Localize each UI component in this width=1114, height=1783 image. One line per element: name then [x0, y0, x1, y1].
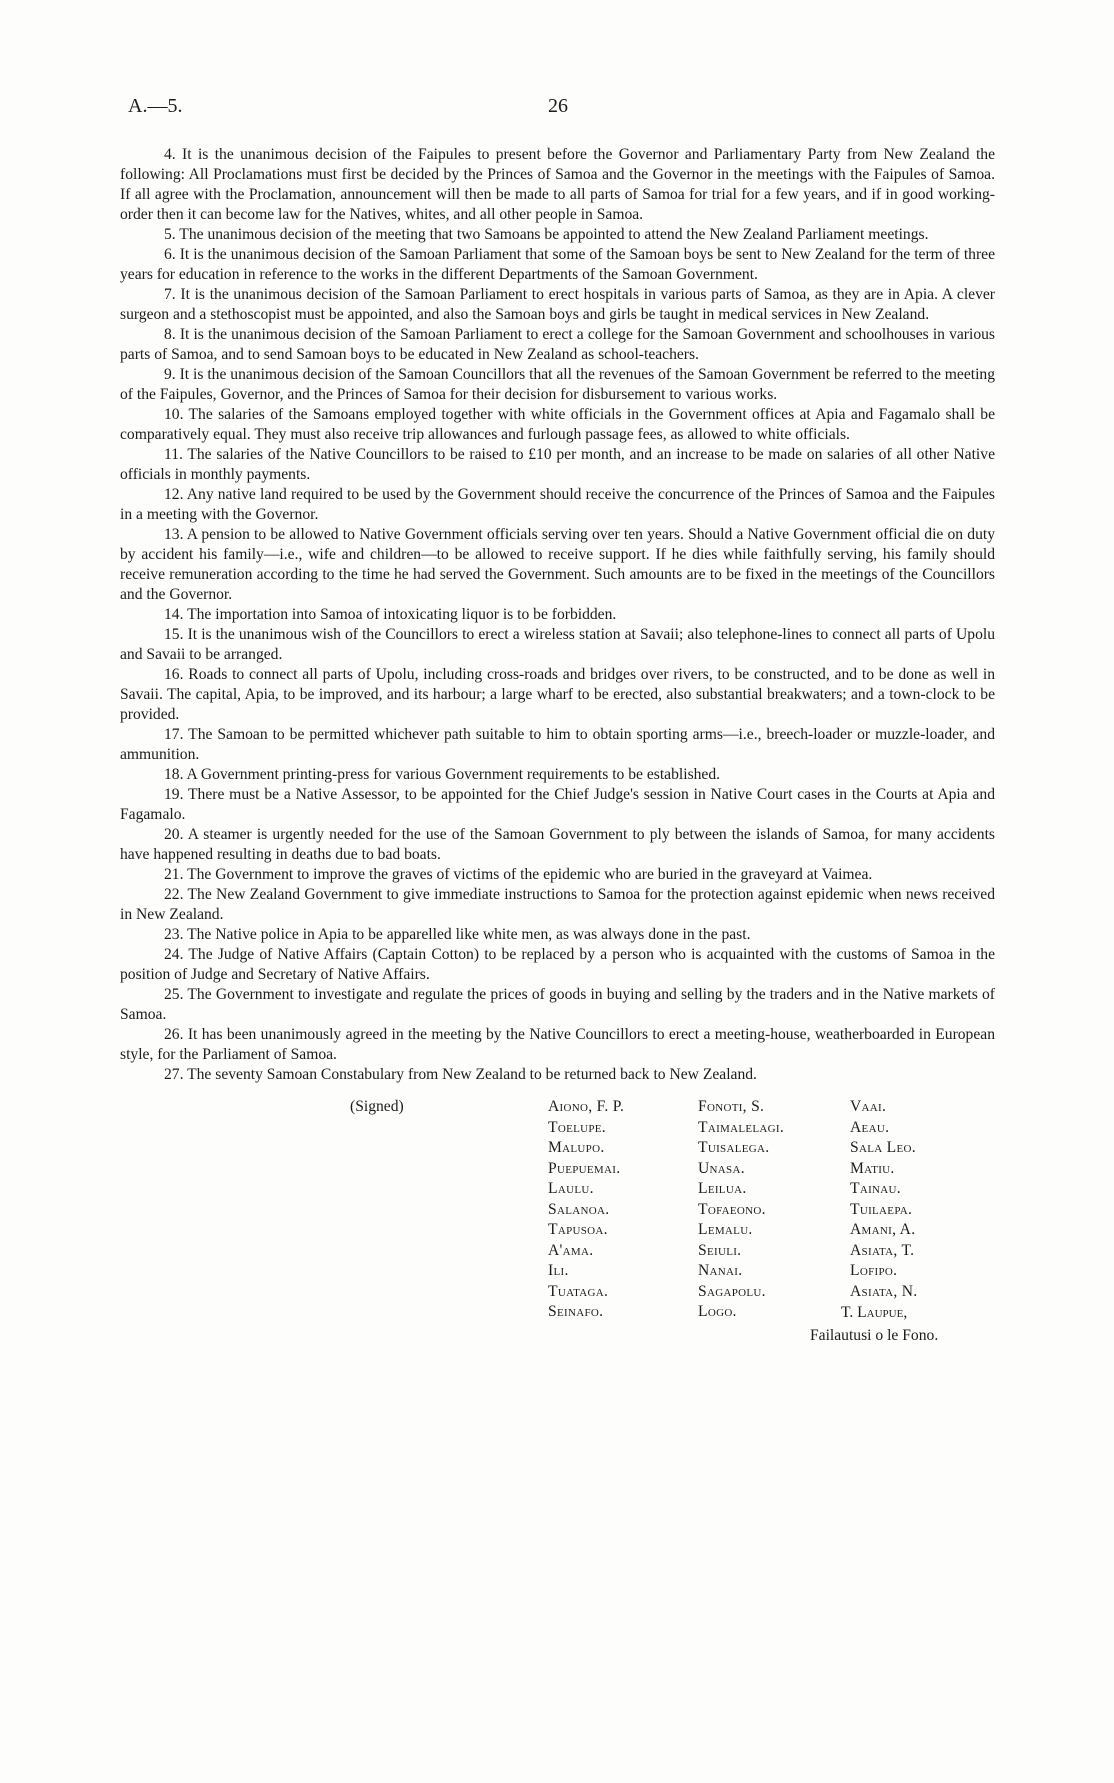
resolution-paragraph: 22. The New Zealand Government to give immediate instructions to Samoa for the protection against epidemic when news received in New Zealand. — [120, 886, 995, 923]
resolution-paragraph: 4. It is the unanimous decision of the Faipules to present before the Governor and Parliamentary Party from New Zealand the following: All Proclamations must first be decided by the Princes of Samoa and the Governor in the meetings with the Faipules of Samoa. If all agree with the Proclamation, announcement will then be made to all parts of Samoa for trial for a few years, and if in good working-order then it can become law for the Natives, whites, and all other people in Samoa. — [120, 146, 995, 223]
signatory-name: Leilua. — [698, 1180, 747, 1197]
resolution-paragraph: 25. The Government to investigate and regulate the prices of goods in buying and selling by the traders and in the Native markets of Samoa. — [120, 986, 995, 1023]
resolutions-list — [120, 145, 995, 1085]
resolution-paragraph: 23. The Native police in Apia to be apparelled like white men, as was always done in the past. — [164, 926, 751, 943]
signatory-name: Unasa. — [698, 1159, 745, 1177]
resolution-paragraph: 18. A Government printing-press for various Government requirements to be established. — [164, 766, 721, 783]
signatory-name: Tuilaepa. — [850, 1200, 913, 1218]
signatory-name: Toelupe. — [548, 1118, 606, 1136]
resolution-paragraph: 13. A pension to be allowed to Native Government officials serving over ten years. Should a Native Government official die on duty by accident his family—i.e., wife and children—to be allowed to receive support. If he dies while faithfully serving, his family should receive remuneration according to the time he had served the Government. Such amounts are to be fixed in the meetings of the Councillors and the Governor. — [120, 526, 995, 603]
signatory-name: Nanai. — [698, 1262, 743, 1279]
signatory-name: Asiata, N. — [850, 1282, 918, 1300]
page-number: 26 — [548, 95, 568, 117]
signatory-name: Aeau. — [850, 1118, 890, 1136]
signature-column-3 — [850, 1097, 918, 1302]
resolution-paragraph: 26. It has been unanimously agreed in the meeting by the Native Councillors to erect a meeting-house, weatherboarded in European style, for the Parliament of Samoa. — [120, 1026, 995, 1063]
signature-column-1 — [548, 1097, 624, 1323]
resolution-paragraph: 9. It is the unanimous decision of the Samoan Councillors that all the revenues of the Samoan Government be referred to the meeting of the Faipules, Governor, and the Princes of Samoa for their decision for disbursement to various works. — [120, 366, 996, 403]
signatory-name: Salanoa. — [548, 1200, 610, 1218]
secretary-signature — [810, 1303, 938, 1346]
resolution-paragraph: 15. It is the unanimous wish of the Councillors to erect a wireless station at Savaii; also telephone-lines to connect all parts of Upolu and Savaii to be arranged. — [120, 626, 995, 663]
resolution-paragraph: 6. It is the unanimous decision of the Samoan Parliament that some of the Samoan boys be sent to New Zealand for the term of three years for education in reference to the works in the different Departments of the Samoan Government. — [120, 246, 995, 283]
resolution-paragraph: 17. The Samoan to be permitted whichever path suitable to him to obtain sporting arms—i.e., breech-loader or muzzle-loader, and ammunition. — [120, 726, 995, 763]
secretary-title: Failautusi o le Fono. — [810, 1326, 939, 1344]
signatory-name: Tuisalega. — [698, 1139, 770, 1156]
signatory-name: Sagapolu. — [698, 1282, 766, 1300]
page-content — [120, 95, 995, 1347]
signatory-name: Puepuemai. — [548, 1159, 621, 1177]
signature-column-2 — [698, 1097, 784, 1323]
signatures-block — [120, 1097, 995, 1347]
resolution-paragraph: 16. Roads to connect all parts of Upolu, including cross-roads and bridges over rivers, to be constructed, and to be done as well in Savaii. The capital, Apia, to be improved, and its harbour; a large wharf to be erected, also substantial breakwaters; and a town-clock to be provided. — [120, 666, 995, 723]
signatory-name: Lemalu. — [698, 1221, 753, 1238]
signatory-name: Fonoti, S. — [698, 1098, 765, 1115]
signatory-name: Tainau. — [850, 1180, 901, 1197]
signatory-name: A'ama. — [548, 1241, 594, 1259]
resolution-paragraph: 10. The salaries of the Samoans employed together with white officials in the Government offices at Apia and Fagamalo shall be comparatively equal. They must also receive trip allowances and furlough passage fees, as allowed to white officials. — [120, 406, 995, 443]
resolution-paragraph: 12. Any native land required to be used by the Government should receive the concurrence of the Princes of Samoa and the Faipules in a meeting with the Governor. — [120, 486, 995, 523]
signed-label: (Signed) — [350, 1098, 404, 1115]
signatory-name: Malupo. — [548, 1139, 605, 1156]
signatory-name: Ili. — [548, 1262, 569, 1279]
signatory-name: Seiuli. — [698, 1241, 742, 1259]
resolution-paragraph: 21. The Government to improve the graves of victims of the epidemic who are buried in the graveyard at Vaimea. — [164, 866, 873, 883]
resolution-paragraph: 24. The Judge of Native Affairs (Captain Cotton) to be replaced by a person who is acquainted with the customs of Samoa in the position of Judge and Secretary of Native Affairs. — [120, 946, 995, 983]
signatory-name: Vaai. — [850, 1098, 887, 1115]
secretary-name: T. Laupue, — [840, 1304, 908, 1321]
resolution-paragraph: 11. The salaries of the Native Councillors to be raised to £10 per month, and an increase to be made on salaries of all other Native officials in monthly payments. — [120, 446, 995, 483]
document-reference: A.—5. — [128, 95, 183, 117]
signatory-name: Logo. — [698, 1303, 737, 1320]
signatory-name: Seinafo. — [548, 1303, 604, 1320]
resolution-paragraph: 20. A steamer is urgently needed for the use of the Samoan Government to ply between the islands of Samoa, for many accidents have happened resulting in deaths due to bad boats. — [120, 826, 995, 863]
page-header — [120, 95, 995, 123]
resolution-paragraph: 5. The unanimous decision of the meeting that two Samoans be appointed to attend the New Zealand Parliament meetings. — [164, 226, 929, 243]
signatory-name: Amani, A. — [850, 1221, 916, 1238]
signatory-name: Aiono, F. P. — [548, 1098, 625, 1115]
resolution-paragraph: 27. The seventy Samoan Constabulary from New Zealand to be returned back to New Zealand. — [164, 1066, 757, 1083]
signatory-name: Matiu. — [850, 1159, 895, 1177]
signatory-name: Sala Leo. — [850, 1139, 916, 1156]
resolution-paragraph: 8. It is the unanimous decision of the Samoan Parliament to erect a college for the Samoan Government and schoolhouses in various parts of Samoa, and to send Samoan boys to be educated in New Zealand as school-teachers. — [120, 326, 995, 363]
signatory-name: Lofipo. — [850, 1262, 898, 1279]
resolution-paragraph: 7. It is the unanimous decision of the Samoan Parliament to erect hospitals in various parts of Samoa, as they are in Apia. A clever surgeon and a stethoscopist must be appointed, and also the Samoan boys and girls be taught in medical services in New Zealand. — [120, 286, 995, 323]
resolution-paragraph: 14. The importation into Samoa of intoxicating liquor is to be forbidden. — [164, 606, 617, 623]
signatory-name: Tuataga. — [548, 1282, 609, 1300]
signatory-name: Asiata, T. — [850, 1241, 915, 1259]
signatory-name: Tofaeono. — [698, 1200, 766, 1218]
signatory-name: Tapusoa. — [548, 1221, 608, 1238]
signatory-name: Taimalelagi. — [698, 1118, 785, 1136]
signatory-name: Laulu. — [548, 1180, 594, 1197]
resolution-paragraph: 19. There must be a Native Assessor, to be appointed for the Chief Judge's session in Native Court cases in the Courts at Apia and Fagamalo. — [120, 786, 995, 823]
